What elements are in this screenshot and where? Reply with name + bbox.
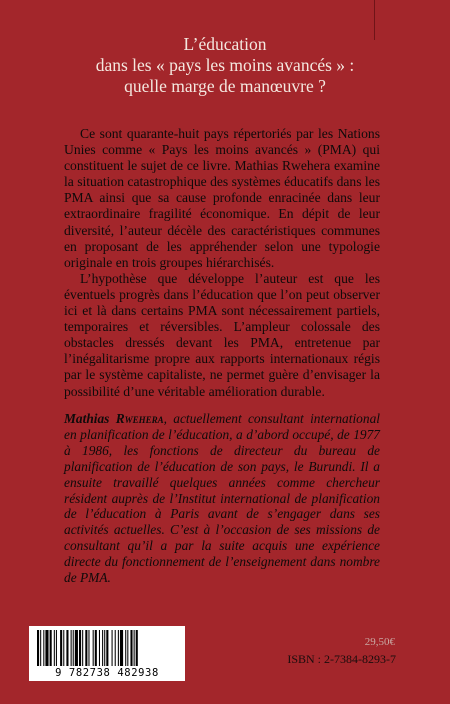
title-line-2: dans les « pays les moins avancés » : [95, 55, 355, 75]
barcode-bar [112, 630, 113, 666]
barcode-bar [125, 630, 126, 666]
barcode-bar [54, 630, 55, 666]
barcode-bar [106, 630, 108, 666]
barcode-bar [56, 630, 57, 666]
barcode-bar [63, 630, 64, 666]
barcode-bar [82, 630, 83, 666]
barcode-bar [71, 630, 72, 666]
barcode-digits: 9 782738 482938 [55, 667, 159, 679]
title-line-1: L’éducation [183, 34, 267, 54]
barcode-bars-icon [35, 630, 179, 668]
barcode-bar [85, 630, 87, 666]
book-title [20, 34, 430, 97]
barcode-bar [75, 630, 78, 666]
barcode-bar [60, 630, 62, 666]
author-bio-text: , actuellement consultant international en planification de l’éducation, a d’abord occupé, de 1977 à 1986, les fonctions de directeur du bureau de planification de l’éducation de son pays, le Burundi. Il a ensuite travaillé quelques années comme chercheur résident auprès de l’Institut international de planification de l’éducation à Paris avant de s’engager dans ses activités actuelles. C’est à l’occasion de ses missions de consultant qu’il a par la suite acquis une expérience directe du fonctionnement de l’enseignement dans nombre de PMA. [64, 411, 380, 586]
barcode-bar [37, 630, 39, 666]
barcode-bar [50, 630, 52, 666]
barcode-bar [102, 630, 103, 666]
author-first-name: Mathias [64, 411, 110, 426]
book-summary [64, 126, 380, 400]
barcode-bar [66, 630, 68, 666]
barcode [29, 626, 185, 681]
isbn-label: ISBN : 2-7384-8293-7 [287, 652, 396, 666]
barcode-bar [95, 630, 97, 666]
barcode-bar [43, 630, 44, 666]
barcode-bar [88, 630, 89, 666]
barcode-bar [99, 630, 100, 666]
barcode-bar [115, 630, 116, 666]
price-label: 29,50€ [364, 636, 395, 648]
author-biography [64, 411, 380, 586]
barcode-bar [40, 630, 41, 666]
author-last-name: Rwehera [115, 411, 164, 426]
barcode-bar [79, 630, 81, 666]
barcode-bar [104, 630, 105, 666]
barcode-bar [130, 630, 132, 666]
barcode-bar [118, 630, 119, 666]
barcode-bar [120, 630, 123, 666]
barcode-bar [93, 630, 94, 666]
barcode-bar [73, 630, 74, 666]
summary-paragraph-1: Ce sont quarante-huit pays répertoriés par les Nations Unies comme « Pays les moins avancés » (PMA) qui constituent le sujet de ce livre. Mathias Rwehera examine la situation catastrophique des systèmes éducatifs dans les PMA ainsi que sa cause profonde enracinée dans leur extraordinaire fragilité économique. En dépit de leur diversité, l’auteur décèle des caractéristiques communes en proposant de les appréhender selon une typologie originale en trois groupes hiérarchisés. [64, 126, 380, 270]
title-line-3: quelle marge de manœuvre ? [124, 76, 326, 96]
barcode-bar [136, 630, 138, 666]
barcode-bar [134, 630, 135, 666]
barcode-bar [45, 630, 48, 666]
summary-paragraph-2: L’hypothèse que développe l’auteur est que les éventuels progrès dans l’éducation que l’on peut observer ici et là dans certains PMA sont nécessairement partiels, temporaires et réversibles. L’ampleur colossale des obstacles dressés devant les PMA, entretenue par l’inégalitarisme propre aux rapports internationaux régis par le système capitaliste, ne permet guère d’envisager la possibilité d’une véritable amélioration durable. [64, 270, 380, 399]
barcode-bar [127, 630, 128, 666]
